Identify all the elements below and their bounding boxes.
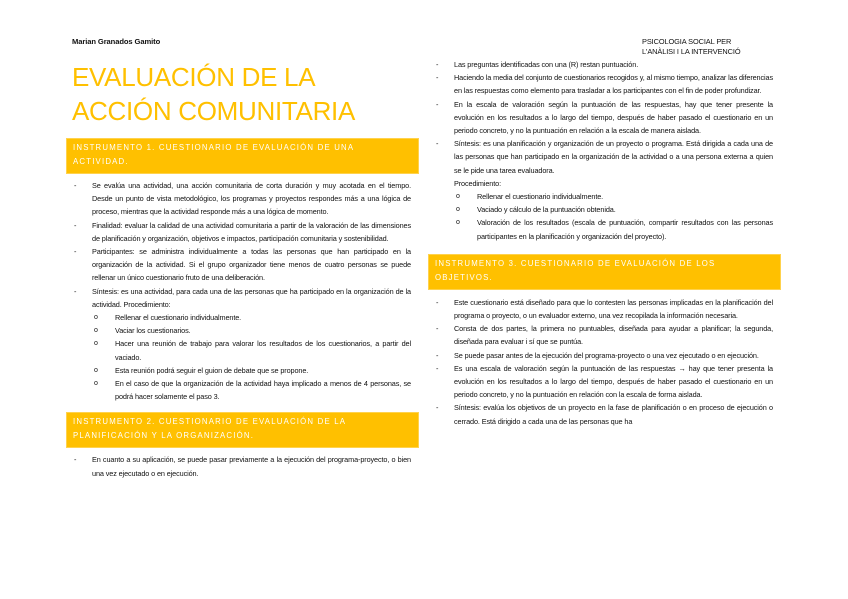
instrument-3-heading: INSTRUMENTO 3. CUESTIONARIO DE EVALUACIÓN DE LOS OBJETIVOS. (428, 254, 781, 290)
page-title: EVALUACIÓN DE LA ACCIÓN COMUNITARIA (72, 62, 356, 126)
instrument-2-continued-bullets (428, 58, 781, 177)
instrument-1-heading: INSTRUMENTO 1. CUESTIONARIO DE EVALUACIÓN DE UNA ACTIVIDAD. (66, 138, 419, 174)
instrument-2-steps (454, 190, 773, 243)
course-title-line-2: L'ANÀLISI I LA INTERVENCIÓ (642, 47, 741, 56)
list-item: - Haciendo la media del conjunto de cuestionarios recogidos y, al mismo tiempo, analizar las diferencias en las respuestas como elemento para trasladar a los participantes con el fin de poder profundizar. (428, 71, 781, 97)
list-item: - En cuanto a su aplicación, se puede pasar previamente a la ejecución del programa-proyecto, o bien una vez ejecutado o en ejecución. (66, 453, 419, 479)
list-item (66, 285, 419, 404)
step-item: o Vaciado y cálculo de la puntuación obtenida. (454, 203, 773, 216)
step-item: o Rellenar el cuestionario individualmente. (454, 190, 773, 203)
step-item: o Rellenar el cuestionario individualmente. (92, 311, 411, 324)
course-title-line-1: PSICOLOGIA SOCIAL PER (642, 37, 732, 46)
list-item-text: Síntesis: es una actividad, para cada una de las personas que ha participado en la organización de la actividad. Procedimiento: (92, 286, 411, 309)
right-column (428, 58, 781, 428)
left-column (66, 138, 419, 480)
list-item: - En la escala de valoración según la puntuación de las respuestas, hay que tener presente la evolución en los resultados a lo largo del tiempo, después de haber pasado el cuestionario en un periodo concreto, y no la puntuación en relación a la escala de manera aislada. (428, 98, 781, 138)
list-item: - Síntesis: evalúa los objetivos de un proyecto en la fase de planificación o en proceso de ejecución o cerrado. Está dirigido a cada una de las personas que ha (428, 401, 781, 427)
list-item: - Es una escala de valoración según la puntuación de las respuestas → hay que tener presenta la evolución en los resultados a lo largo del tiempo, después de haber pasado el cuestionario en un periodo concreto, y no la puntuación en relación con la escala de forma aislada. (428, 362, 781, 402)
step-item: o Valoración de los resultados (escala de puntuación, compartir resultados con las personas participantes en la planificación y organización del proyecto). (454, 216, 773, 242)
list-item: - Síntesis: es una planificación y organización de un proyecto o programa. Está dirigida a cada una de las personas que han participado en la organización de la actividad o a una persona externa a quien se le pide una tarea evaluadora. (428, 137, 781, 177)
author-name: Marian Granados Gamito (72, 37, 161, 46)
step-item: o Vaciar los cuestionarios. (92, 324, 411, 337)
instrument-1-steps (92, 311, 411, 403)
instrument-2-steps-wrap (428, 190, 781, 243)
instrument-1-bullets (66, 179, 419, 403)
list-item: - Las preguntas identificadas con una (R) restan puntuación. (428, 58, 781, 71)
instrument-2-bullets (66, 453, 419, 479)
list-item: - Finalidad: evaluar la calidad de una actividad comunitaria a partir de la valoración de las dimensiones de planificación y organización, objetivos e impactos, participación comunitaria y sostenibilidad. (66, 219, 419, 245)
procedure-label: Procedimiento: (454, 178, 501, 188)
instrument-3-bullets (428, 296, 781, 428)
step-item: o En el caso de que la organización de la actividad haya implicado a menos de 4 personas, se podrá hacer solamente el paso 3. (92, 377, 411, 403)
list-item: - Este cuestionario está diseñado para que lo contesten las personas implicadas en la planificación del programa o proyecto, o un evaluador externo, una vez recopilada la información necesaria. (428, 296, 781, 322)
list-item: - Consta de dos partes, la primera no puntuables, diseñada para ayudar a planificar; la segunda, diseñada para evaluar i sí que se puntúa. (428, 322, 781, 348)
step-item: o Hacer una reunión de trabajo para valorar los resultados de los cuestionarios, a partir del vaciado. (92, 337, 411, 363)
list-item: - Se evalúa una actividad, una acción comunitaria de corta duración y muy acotada en el tiempo. Desde un punto de vista metodológico, los programas y proyectos respondes más a una lógica de proceso, mientras que la actividad responde más a una lógica de momento. (66, 179, 419, 219)
step-item: o Esta reunión podrá seguir el guion de debate que se propone. (92, 364, 411, 377)
list-item: - Participantes: se administra individualmente a todas las personas que han participado en la organización de la actividad. Si el grupo organizador tiene menos de cuatro personas se puede rellenar un único cuestionario fruto de una deliberación. (66, 245, 419, 285)
list-item: - Se puede pasar antes de la ejecución del programa-proyecto o una vez ejecutado o en ejecución. (428, 349, 781, 362)
instrument-2-heading: INSTRUMENTO 2. CUESTIONARIO DE EVALUACIÓN DE LA PLANIFICACIÓN Y LA ORGANIZACIÓN. (66, 412, 419, 448)
course-title (642, 37, 740, 57)
